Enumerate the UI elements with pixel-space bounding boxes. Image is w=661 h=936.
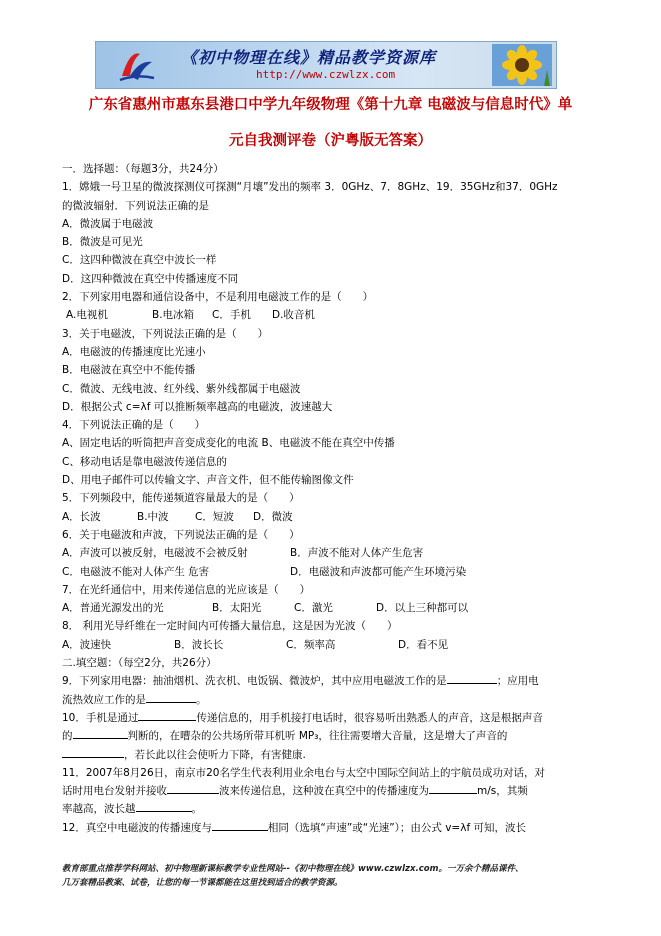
answer-blank[interactable]: [447, 672, 497, 684]
q4-option-ab: A、固定电话的听筒把声音变成变化的电流 B、电磁波不能在真空中传播: [62, 437, 395, 450]
doc-title-line2: 元自我测评卷（沪粤版无答案）: [229, 133, 432, 149]
q9-text: ；应用电: [496, 675, 539, 688]
page-footer: [62, 862, 602, 890]
q3-option-d: D．根据公式 c=λf 可以推断频率越高的电磁波，波速越大: [62, 400, 333, 413]
q1-stem: 1．嫦娥一号卫星的微波探测仪可探测“月壤”发出的频率 3．0GHz、7．8GHz、19．35GHz和37．0GHz: [62, 181, 558, 194]
answer-blank[interactable]: [146, 691, 196, 703]
q10-line2: [62, 727, 592, 745]
q10-text: 的: [62, 730, 73, 743]
q5-option-a: A．长波: [62, 510, 101, 523]
q6-option-d: D．电磁波和声波都可能产生环境污染: [290, 565, 467, 578]
q7-option-d: D．以上三种都可以: [376, 602, 469, 615]
q2-option-d: D.收音机: [272, 309, 315, 322]
q6-options-ab: [62, 544, 592, 562]
q5-options: [62, 508, 592, 526]
answer-blank[interactable]: [167, 782, 219, 794]
q1-stem-cont: 的微波辐射．下列说法正确的是: [62, 199, 209, 212]
footer-line1: 教育部重点推荐学科网站、初中物理新课标教学专业性网站--《初中物理在线》www.czwlzx.com。一万余个精品课件、: [62, 864, 524, 874]
answer-blank[interactable]: [429, 782, 477, 794]
footer-line2: 几万套精品教案、试卷，让您的每一节课都能在这里找到适合的教学资源。: [62, 878, 343, 888]
doc-title-line1: 广东省惠州市惠东县港口中学九年级物理《第十九章 电磁波与信息时代》单: [88, 97, 573, 113]
answer-blank[interactable]: [73, 727, 128, 739]
answer-blank[interactable]: [138, 709, 196, 721]
q8-option-c: C．频率高: [286, 638, 336, 651]
q7-option-b: B．太阳光: [212, 602, 262, 615]
q7-stem: 7．在光纤通信中，用来传递信息的光应该是（ ）: [62, 583, 311, 596]
site-logo-icon: [116, 46, 156, 84]
q1-option-b: B．微波是可见光: [62, 236, 143, 249]
q10-text: 判断的，在嘈杂的公共场所带耳机听 MP₃，往往需要增大音量，这是增大了声音的: [127, 730, 508, 743]
q12-text: 相同（选填“声速”或“光速”）；由公式 v=λf 可知，波长: [267, 821, 526, 834]
q8-option-a: A．波速快: [62, 638, 112, 651]
q1-option-a: A．微波属于电磁波: [62, 217, 154, 230]
q5-option-d: D．微波: [253, 510, 293, 523]
answer-blank[interactable]: [136, 800, 192, 812]
section-heading: 二.填空题：（每空2分，共26分）: [62, 657, 217, 670]
q9-line2: [62, 691, 592, 709]
banner-url[interactable]: http://www.czwlzx.com: [256, 68, 396, 81]
q11-text: 话时用电台发射并接收: [62, 785, 167, 798]
q7-option-c: C．激光: [294, 602, 333, 615]
q7-option-a: A．普通光源发出的光: [62, 602, 164, 615]
q5-stem: 5．下列频段中，能传递频道容量最大的是（ ）: [62, 492, 300, 505]
exam-content: [62, 160, 592, 837]
answer-blank[interactable]: [62, 746, 124, 758]
q2-option-c: C．手机: [212, 309, 251, 322]
q11-line2: [62, 782, 592, 800]
q8-option-b: B．波长长: [174, 638, 224, 651]
q3-stem: 3．关于电磁波，下列说法正确的是（ ）: [62, 327, 269, 340]
q5-option-c: C．短波: [195, 510, 234, 523]
q4-option-d: D、用电子邮件可以传输文字、声音文件，但不能传输图像文件: [62, 474, 354, 487]
q9-text: 流热效应工作的是: [62, 693, 146, 706]
sunflower-icon: [492, 44, 552, 86]
q10-text: 10．手机是通过: [62, 711, 139, 724]
q11-text: m/s，其频: [477, 785, 528, 798]
q11-text: 波来传递信息，这种波在真空中的传播速度为: [219, 785, 429, 798]
q6-stem: 6．关于电磁波和声波，下列说法正确的是（ ）: [62, 528, 300, 541]
q6-option-a: A．声波可以被反射，电磁波不会被反射: [62, 547, 248, 560]
q10-text: 传递信息的，用手机接打电话时，很容易听出熟悉人的声音，这是根据声音: [196, 711, 543, 724]
q4-stem: 4．下列说法正确的是（ ）: [62, 419, 206, 432]
q11-line3: [62, 800, 592, 818]
site-banner: [95, 41, 557, 89]
q1-option-d: D．这四种微波在真空中传播速度不同: [62, 272, 239, 285]
q2-option-b: B.电冰箱: [152, 309, 195, 322]
q3-option-a: A．电磁波的传播速度比光速小: [62, 345, 206, 358]
q12-line1: [62, 819, 592, 837]
q3-option-b: B．电磁波在真空中不能传播: [62, 364, 196, 377]
q10-text: ，若长此以往会使听力下降，有害健康.: [124, 748, 306, 761]
q4-option-c: C、移动电话是靠电磁波传递信息的: [62, 455, 227, 468]
q8-stem: 8． 利用光导纤维在一定时间内可传播大量信息，这是因为光波（ ）: [62, 620, 398, 633]
q2-stem: 2．下列家用电器和通信设备中，不是利用电磁波工作的是（ ）: [62, 291, 374, 304]
q3-option-c: C．微波、无线电波、红外线、紫外线都属于电磁波: [62, 382, 301, 395]
q6-options-cd: [62, 563, 592, 581]
q9-text: 。: [196, 693, 207, 706]
q1-option-c: C．这四种微波在真空中波长一样: [62, 254, 217, 267]
answer-blank[interactable]: [212, 819, 268, 831]
q10-line3: [62, 746, 592, 764]
banner-title: 《初中物理在线》精品教学资源库: [181, 48, 437, 67]
q10-line1: [62, 709, 592, 727]
q11-text: 。: [191, 803, 202, 816]
q7-options: [62, 599, 592, 617]
section-heading: 一．选择题：（每题3分，共24分）: [62, 163, 224, 175]
q8-option-d: D．看不见: [398, 638, 449, 651]
q6-option-c: C．电磁波不能对人体产生 危害: [62, 565, 210, 578]
q9-text: 9．下列家用电器：抽油烟机、洗衣机、电饭锅、微波炉，其中应用电磁波工作的是: [62, 675, 447, 688]
q6-option-b: B．声波不能对人体产生危害: [290, 547, 424, 560]
q12-text: 12．真空中电磁波的传播速度与: [62, 821, 212, 834]
q8-options: [62, 636, 592, 654]
q2-options: [62, 306, 592, 324]
q5-option-b: B.中波: [137, 510, 169, 523]
q9-line1: [62, 672, 592, 690]
q11-text: 率越高，波长越: [62, 803, 136, 816]
q11-line1: 11．2007年8月26日，南京市20名学生代表利用业余电台与太空中国际空间站上的宇航员成功对话，对: [62, 766, 545, 779]
q2-option-a: A.电视机: [66, 309, 108, 322]
